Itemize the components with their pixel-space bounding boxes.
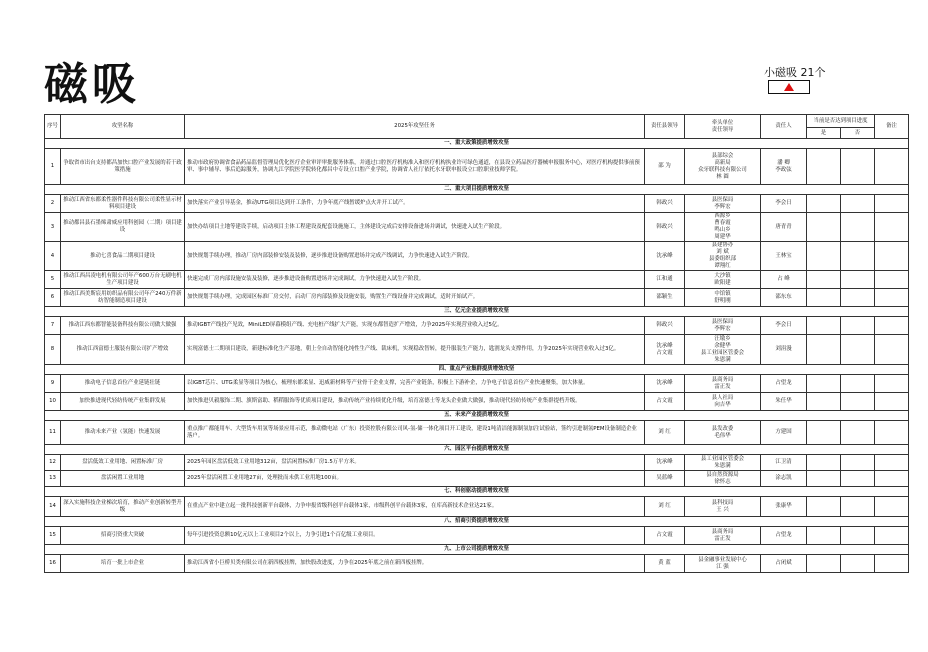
project-name: 深入实施科技企业梯次培育，推动产业创新转型升级 bbox=[61, 497, 185, 517]
task-description: 2025年盘活闲置工业用地27亩，处理批而未供工业用地100亩。 bbox=[185, 471, 645, 487]
responsible-person: 占闭斌 bbox=[761, 555, 807, 573]
counter-box[interactable] bbox=[768, 80, 810, 94]
responsible-leader: 沈承峰 bbox=[645, 242, 685, 271]
table-row bbox=[45, 317, 909, 335]
task-description: 加快落实产业引导基金，推动UTG项目达到开工条件，力争年底产线暂缓炉点火并开工试产。 bbox=[185, 195, 645, 213]
row-number: 4 bbox=[45, 242, 61, 271]
progress-no-cell bbox=[841, 149, 875, 185]
header-no: 否 bbox=[841, 128, 875, 139]
responsible-person: 占 峰 bbox=[761, 271, 807, 289]
progress-yes-cell bbox=[807, 335, 841, 365]
progress-yes-cell bbox=[807, 289, 841, 307]
responsible-leader: 韩政兴 bbox=[645, 195, 685, 213]
project-name: 推动都昌县石墨烯肃威应用科创园（二期）项目建设 bbox=[61, 213, 185, 242]
section-title: 三、亿元企业提质增效攻坚 bbox=[45, 307, 909, 317]
section-title: 八、招商引资提质增效攻坚 bbox=[45, 517, 909, 527]
table-row bbox=[45, 527, 909, 545]
table-row bbox=[45, 455, 909, 471]
responsible-person: 占望龙 bbox=[761, 375, 807, 393]
note-cell bbox=[875, 335, 909, 365]
row-number: 1 bbox=[45, 149, 61, 185]
note-cell bbox=[875, 497, 909, 517]
header-note: 备注 bbox=[875, 115, 909, 139]
responsible-leader: 吴蓝峰 bbox=[645, 471, 685, 487]
header-yes: 是 bbox=[807, 128, 841, 139]
task-description: 在重点产业中建立起一批科技创新平台载体，力争申报省级科创平台载体1家，市级科创平台载体3家，在库高新技术企业达21家。 bbox=[185, 497, 645, 517]
progress-yes-cell bbox=[807, 555, 841, 573]
item-counter: 小磁吸 21个 bbox=[764, 66, 826, 79]
task-description: 推动市政府协调省食品药品监督管理局优化医疗企业审评审批服务体系，并通过口腔医疗机构准入和医疗机构执业许可绿色通道，在县设立药品医疗器械申报服务中心，对医疗机构提供事前预审、事中辅导、事后追踪服务，协调九江学院医学院转化都昌中专设立口腔产业学院，协调省人社厅依托水牙联申报设立口腔职业技师学院。 bbox=[185, 149, 645, 185]
table-row bbox=[45, 471, 909, 487]
row-number: 5 bbox=[45, 271, 61, 289]
responsible-leader: 沈承峰 占文霞 bbox=[645, 335, 685, 365]
lead-unit: 大沙镇 欧阳建 bbox=[685, 271, 761, 289]
row-number: 12 bbox=[45, 455, 61, 471]
section-row bbox=[45, 307, 909, 317]
progress-yes-cell bbox=[807, 421, 841, 445]
task-table bbox=[44, 114, 909, 573]
table-row bbox=[45, 289, 909, 307]
progress-yes-cell bbox=[807, 242, 841, 271]
progress-no-cell bbox=[841, 289, 875, 307]
progress-yes-cell bbox=[807, 149, 841, 185]
table-row bbox=[45, 555, 909, 573]
note-cell bbox=[875, 242, 909, 271]
section-title: 五、未来产业提质增效攻坚 bbox=[45, 411, 909, 421]
lead-unit: 县发改委 毛伟华 bbox=[685, 421, 761, 445]
progress-yes-cell bbox=[807, 213, 841, 242]
progress-yes-cell bbox=[807, 471, 841, 487]
lead-unit: 县建协办 刘 斌 县委组织部 谭翔红 bbox=[685, 242, 761, 271]
table-row bbox=[45, 271, 909, 289]
row-number: 13 bbox=[45, 471, 61, 487]
project-name: 推动未来产业（氢能）快速发展 bbox=[61, 421, 185, 445]
table-row bbox=[45, 242, 909, 271]
section-row bbox=[45, 185, 909, 195]
project-name: 推动江西昌凌电机有限公司年产600万台无刷电机生产项目建设 bbox=[61, 271, 185, 289]
row-number: 7 bbox=[45, 317, 61, 335]
section-row bbox=[45, 365, 909, 375]
project-name: 推动江西富德士服装有限公司扩产增效 bbox=[61, 335, 185, 365]
project-name: 推动江西美斯宸用纺织品有限公司年产240万件新纺智能制造项目建设 bbox=[61, 289, 185, 307]
responsible-person: 潘 卿 李政弦 bbox=[761, 149, 807, 185]
section-title: 二、重大项目提质增效攻坚 bbox=[45, 185, 909, 195]
header-unit: 牵头单位 责任领导 bbox=[685, 115, 761, 139]
section-title: 六、园区平台提质增效攻坚 bbox=[45, 445, 909, 455]
row-number: 10 bbox=[45, 393, 61, 411]
table-row bbox=[45, 195, 909, 213]
progress-yes-cell bbox=[807, 527, 841, 545]
progress-no-cell bbox=[841, 497, 875, 517]
note-cell bbox=[875, 555, 909, 573]
responsible-person: 江卫清 bbox=[761, 455, 807, 471]
progress-no-cell bbox=[841, 393, 875, 411]
task-description: 快速完成厂房内部设施安装及装修，逐步推进设备购置进场并完成调试，力争快速进入试生产阶段。 bbox=[185, 271, 645, 289]
note-cell bbox=[875, 317, 909, 335]
responsible-leader: 沈承峰 bbox=[645, 375, 685, 393]
row-number: 16 bbox=[45, 555, 61, 573]
lead-unit: 汪墩乡 余健华 县工业园区管委会 朱恩满 bbox=[685, 335, 761, 365]
lead-unit: 县金融事业发展中心 江 强 bbox=[685, 555, 761, 573]
section-title: 一、重大政策提质增效攻坚 bbox=[45, 139, 909, 149]
responsible-person: 李会日 bbox=[761, 195, 807, 213]
responsible-person: 王林宝 bbox=[761, 242, 807, 271]
project-name: 招商引资重大突破 bbox=[61, 527, 185, 545]
lead-unit: 县医保局 李辉宏 bbox=[685, 195, 761, 213]
responsible-leader: 刘 红 bbox=[645, 497, 685, 517]
section-row bbox=[45, 445, 909, 455]
project-name: 推动江西东都智能装备科技有限公司做大做强 bbox=[61, 317, 185, 335]
progress-no-cell bbox=[841, 335, 875, 365]
task-description: 实现富德士二期项目建设，新建标准化生产基地，朝上全自动智能化纯性生产线、裁床机，实现稳改智转，提升服装生产能力，匙割龙头支撑作用，力争2025年实现营业收入过3亿。 bbox=[185, 335, 645, 365]
lead-unit: 中馆镇 舒明刚 bbox=[685, 289, 761, 307]
row-number: 2 bbox=[45, 195, 61, 213]
table-row bbox=[45, 213, 909, 242]
progress-yes-cell bbox=[807, 271, 841, 289]
header-person: 责任人 bbox=[761, 115, 807, 139]
project-name: 加快推进现代轻纺传统产业集群发展 bbox=[61, 393, 185, 411]
responsible-person: 唐青青 bbox=[761, 213, 807, 242]
responsible-leader: 邵颖生 bbox=[645, 289, 685, 307]
task-description: 加快规划手续办理，推动厂房内部装修安装及装修，逐步推进设备购置进场并完成产线调试，力争快速进入试生产阶段。 bbox=[185, 242, 645, 271]
progress-no-cell bbox=[841, 242, 875, 271]
table-row bbox=[45, 375, 909, 393]
progress-no-cell bbox=[841, 195, 875, 213]
section-title: 四、重点产业集群提质增效攻坚 bbox=[45, 365, 909, 375]
lead-unit: 县人社局 向吉华 bbox=[685, 393, 761, 411]
progress-yes-cell bbox=[807, 393, 841, 411]
note-cell bbox=[875, 471, 909, 487]
section-row bbox=[45, 487, 909, 497]
responsible-leader: 韩政兴 bbox=[645, 317, 685, 335]
note-cell bbox=[875, 421, 909, 445]
responsible-leader: 黄 蓝 bbox=[645, 555, 685, 573]
lead-unit: 县商务局 雷正发 bbox=[685, 527, 761, 545]
red-up-triangle-icon bbox=[784, 83, 794, 91]
lead-unit: 县自然资源局 徐怀志 bbox=[685, 471, 761, 487]
responsible-leader: 占文霞 bbox=[645, 527, 685, 545]
header-task: 2025年攻坚任务 bbox=[185, 115, 645, 139]
task-description: 推动IGBT产线投产见效，MiniLED屏幕模组产线、充电桩产线扩大产能，实现东都智造扩产增效，力争2025年实现营业收入过5亿。 bbox=[185, 317, 645, 335]
progress-no-cell bbox=[841, 471, 875, 487]
responsible-leader: 江和通 bbox=[645, 271, 685, 289]
task-description: 加快推进贝毅服饰二期、旗斯富助、稻稻服饰等优质项目建设，推动传统产业持续优化升级，培育富德士等龙头企业做大做强，推动现代轻纺传统产业集群提档升级。 bbox=[185, 393, 645, 411]
project-name: 推动江西省东都柔性器件科技有限公司柔性显示材料项目建设 bbox=[61, 195, 185, 213]
note-cell bbox=[875, 149, 909, 185]
responsible-leader: 韩政兴 bbox=[645, 213, 685, 242]
project-name: 盘活闲置工业用地 bbox=[61, 471, 185, 487]
task-description: 重点推广都能用车、大型货车用氢等场景应用示范，推动微电站（广东）投资控股有限公司风-氢-储一体化项目开工建设，建设1吨清洁能源制氢加注试验站，签约引进制氢PEM设备制造企业落户。 bbox=[185, 421, 645, 445]
table-row bbox=[45, 421, 909, 445]
progress-no-cell bbox=[841, 527, 875, 545]
progress-no-cell bbox=[841, 271, 875, 289]
project-name: 推动电子信息首位产业延链壮链 bbox=[61, 375, 185, 393]
page-title: 磁吸 bbox=[44, 59, 140, 110]
section-title: 九、上市公司提质增效攻坚 bbox=[45, 545, 909, 555]
progress-yes-cell bbox=[807, 497, 841, 517]
responsible-leader: 刘 红 bbox=[645, 421, 685, 445]
row-number: 8 bbox=[45, 335, 61, 365]
task-description: 2025年园区盘活低效工业用地312亩，盘活闲置标准厂房1.5万平方米。 bbox=[185, 455, 645, 471]
lead-unit: 县医保局 李辉宏 bbox=[685, 317, 761, 335]
note-cell bbox=[875, 527, 909, 545]
responsible-person: 方建国 bbox=[761, 421, 807, 445]
responsible-person: 朱任华 bbox=[761, 393, 807, 411]
lead-unit: 县科技局 王 兴 bbox=[685, 497, 761, 517]
section-row bbox=[45, 411, 909, 421]
responsible-person: 张康华 bbox=[761, 497, 807, 517]
progress-no-cell bbox=[841, 375, 875, 393]
row-number: 11 bbox=[45, 421, 61, 445]
lead-unit: 县部综会 高新局 众牙联科技有限公司 林 圆 bbox=[685, 149, 761, 185]
responsible-leader: 占文霞 bbox=[645, 393, 685, 411]
responsible-person: 占望龙 bbox=[761, 527, 807, 545]
lead-unit: 县商务局 雷正发 bbox=[685, 375, 761, 393]
progress-yes-cell bbox=[807, 375, 841, 393]
task-description: 加快规划手续办理，完成园区标准厂房交付，启动厂房内部装修及设施安装，购置生产线设备并完成调试，适时开始试产。 bbox=[185, 289, 645, 307]
row-number: 15 bbox=[45, 527, 61, 545]
progress-yes-cell bbox=[807, 195, 841, 213]
progress-yes-cell bbox=[807, 317, 841, 335]
task-description: 推动江西省小巨桥贝类有限公司在新四板挂牌，加快股改进度，力争在2025年底之前在新四板挂牌。 bbox=[185, 555, 645, 573]
project-name: 盘活低效工业用地、闲置标准厂房 bbox=[61, 455, 185, 471]
project-name: 培育一批上市企业 bbox=[61, 555, 185, 573]
row-number: 14 bbox=[45, 497, 61, 517]
header-project: 攻坚名称 bbox=[61, 115, 185, 139]
note-cell bbox=[875, 213, 909, 242]
progress-no-cell bbox=[841, 455, 875, 471]
header-progress: 当前是否达到项目进度 bbox=[807, 115, 875, 128]
task-description: 以IGBT芯片、UTG柔显等项目为核心，梳理东都柔显、迅威新材料等产业骨干企业支撑，完善产业链条，积极上下游补企，力争电子信息首位产业快速聚集，加大体量。 bbox=[185, 375, 645, 393]
progress-no-cell bbox=[841, 555, 875, 573]
note-cell bbox=[875, 393, 909, 411]
header-seq: 序号 bbox=[45, 115, 61, 139]
lead-unit: 县工业园区管委会 朱恩满 bbox=[685, 455, 761, 471]
section-row bbox=[45, 517, 909, 527]
table-row bbox=[45, 393, 909, 411]
responsible-leader: 沈承峰 bbox=[645, 455, 685, 471]
row-number: 9 bbox=[45, 375, 61, 393]
section-row bbox=[45, 545, 909, 555]
table-row bbox=[45, 335, 909, 365]
project-name: 推动七喜食品二期项目建设 bbox=[61, 242, 185, 271]
project-name: 争取省市出台支持都昌加快口腔产业发展的若干政策措施 bbox=[61, 149, 185, 185]
table-row bbox=[45, 149, 909, 185]
note-cell bbox=[875, 195, 909, 213]
note-cell bbox=[875, 375, 909, 393]
progress-yes-cell bbox=[807, 455, 841, 471]
table-body bbox=[45, 139, 909, 573]
row-number: 3 bbox=[45, 213, 61, 242]
responsible-person: 李会日 bbox=[761, 317, 807, 335]
row-number: 6 bbox=[45, 289, 61, 307]
note-cell bbox=[875, 271, 909, 289]
responsible-person: 涂志凯 bbox=[761, 471, 807, 487]
section-title: 七、科创驱动提质增效攻坚 bbox=[45, 487, 909, 497]
table-row bbox=[45, 497, 909, 517]
task-description: 加快办结项目土地等建设手续，启动项目主体工程建设及配套设施施工，主体建设完成后安排设备进场并调试，快速进入试生产阶段。 bbox=[185, 213, 645, 242]
lead-unit: 西源乡 曹春霞 鸣山乡 周建华 bbox=[685, 213, 761, 242]
responsible-leader: 邵 为 bbox=[645, 149, 685, 185]
responsible-person: 刘涓漫 bbox=[761, 335, 807, 365]
progress-no-cell bbox=[841, 213, 875, 242]
task-description: 每年引进投资总额10亿元以上工业项目2个以上，力争引进1个百亿级工业项目。 bbox=[185, 527, 645, 545]
progress-no-cell bbox=[841, 317, 875, 335]
progress-no-cell bbox=[841, 421, 875, 445]
section-row bbox=[45, 139, 909, 149]
note-cell bbox=[875, 289, 909, 307]
header-leader: 责任县领导 bbox=[645, 115, 685, 139]
note-cell bbox=[875, 455, 909, 471]
responsible-person: 邵东东 bbox=[761, 289, 807, 307]
